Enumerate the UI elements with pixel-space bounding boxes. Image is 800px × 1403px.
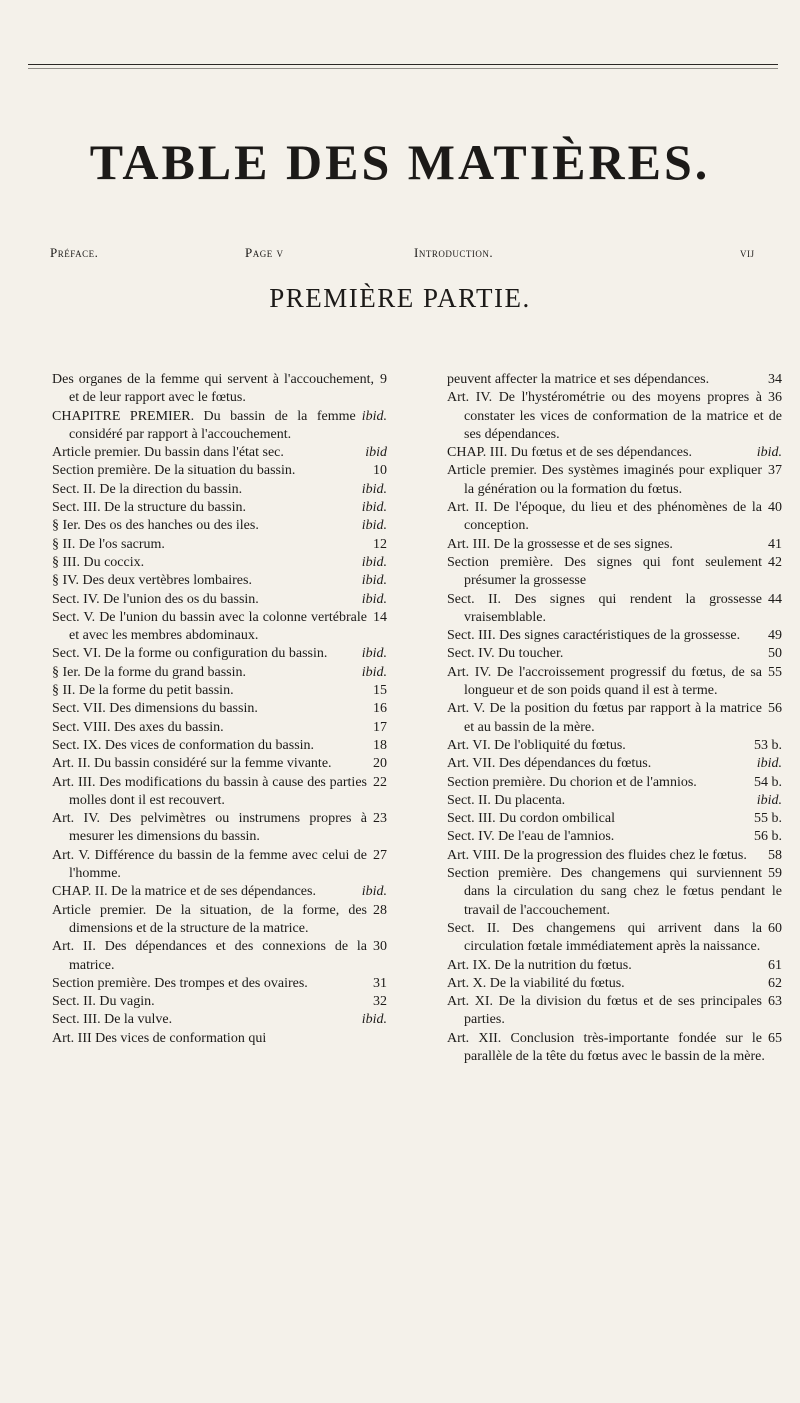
toc-entry-text: § II. De l'os sacrum. (52, 536, 165, 552)
toc-entry[interactable] (52, 1030, 387, 1048)
toc-entry[interactable] (52, 993, 387, 1011)
toc-entry-text: Art. X. De la viabilité du fœtus. (447, 975, 625, 991)
toc-entry-text: Art. XI. De la division du fœtus et de ses principales parties. (447, 994, 762, 1028)
toc-entry-page: 59 (768, 866, 782, 882)
toc-entry[interactable] (447, 645, 782, 663)
toc-entry[interactable] (52, 938, 387, 975)
toc-entry-page: 23 (373, 811, 387, 827)
toc-entry-text: Art. III. Des modifications du bassin à cause des parties molles dont il est recouvert. (52, 774, 367, 808)
toc-entry-text: Section première. De la situation du bassin. (52, 463, 296, 479)
toc-entry-page: 41 (768, 536, 782, 552)
toc-entry[interactable] (52, 609, 387, 646)
toc-entry-text: Art. IV. De l'accroissement progressif du fœtus, de sa longueur et de son poids quand il est à terme. (447, 664, 762, 699)
toc-entry[interactable] (447, 389, 782, 444)
toc-entry-text: Sect. III. De la structure du bassin. (52, 500, 246, 516)
toc-entry-text: Art. V. De la position du fœtus par rapport à la matrice et au bassin de la mère. (447, 701, 762, 735)
toc-entry[interactable] (52, 774, 387, 811)
toc-entry-page: ibid. (361, 664, 387, 680)
toc-entry-page: 12 (373, 536, 387, 552)
toc-entry-text: Art. II. De l'époque, du lieu et des phénomènes de la conception. (447, 500, 762, 534)
preface-label: Préface. (50, 245, 99, 260)
toc-entry[interactable] (52, 737, 387, 755)
toc-entry-text: CHAP. II. De la matrice et de ses dépendances. (52, 884, 316, 900)
toc-entry[interactable] (447, 957, 782, 975)
toc-left-column (52, 371, 387, 1048)
toc-entry-text: Art. IV. De l'hystérométrie ou des moyens propres à constater les vices de conformation de la matrice et de ses dépendances. (447, 390, 782, 442)
toc-entry[interactable] (447, 755, 782, 773)
toc-entry-text: Sect. III. De la vulve. (52, 1012, 173, 1028)
toc-entry[interactable] (447, 1030, 782, 1067)
toc-entry-page: 55 b. (754, 811, 782, 827)
part-title: PREMIÈRE PARTIE. (269, 283, 531, 313)
toc-entry-page: 44 (768, 591, 782, 607)
toc-entry[interactable] (447, 828, 782, 846)
top-rule-thin (28, 68, 778, 69)
toc-entry-text: Art. VI. De l'obliquité du fœtus. (447, 737, 626, 753)
toc-entry-page: 28 (373, 902, 387, 918)
toc-entry-text: Article premier. Des systèmes imaginés pour expliquer la génération ou la formation du fœtus. (447, 463, 762, 497)
toc-entry[interactable] (52, 554, 387, 572)
toc-entry-page: 10 (373, 463, 387, 479)
introduction-label: Introduction. (414, 245, 494, 260)
toc-entry-page: 55 (768, 664, 782, 680)
toc-entry-text: CHAPITRE PREMIER. Du bassin de la femme considéré par rapport à l'accouchement. (52, 408, 356, 442)
toc-entry[interactable] (447, 847, 782, 865)
toc-entry-text: Art. IX. De la nutrition du fœtus. (447, 957, 632, 973)
toc-entry[interactable] (52, 645, 387, 663)
toc-entry-page: 18 (373, 737, 387, 753)
introduction-page: vij (740, 245, 755, 260)
toc-entry[interactable] (52, 517, 387, 535)
toc-entry[interactable] (52, 755, 387, 773)
toc-entry[interactable] (52, 572, 387, 590)
introduction-entry[interactable] (414, 245, 493, 261)
toc-entry-page: 56 (768, 701, 782, 717)
toc-entry-text: Sect. VII. Des dimensions du bassin. (52, 701, 258, 717)
toc-entry[interactable] (52, 810, 387, 847)
toc-entry[interactable] (52, 975, 387, 993)
toc-entry-text: Art. III. De la grossesse et de ses signes. (447, 536, 673, 552)
toc-entry[interactable] (447, 975, 782, 993)
toc-entry[interactable] (447, 499, 782, 536)
toc-entry[interactable] (52, 591, 387, 609)
toc-entry-page: ibid. (361, 1012, 387, 1028)
toc-entry[interactable] (447, 920, 782, 957)
toc-entry-page: ibid. (361, 500, 387, 516)
toc-entry-page: ibid (365, 445, 387, 461)
toc-entry-page: ibid. (756, 792, 782, 808)
toc-entry[interactable] (52, 1011, 387, 1029)
toc-entry-text: peuvent affecter la matrice et ses dépendances. (447, 372, 710, 387)
toc-entry[interactable] (52, 719, 387, 737)
page-title: TABLE DES MATIÈRES. (89, 134, 711, 190)
toc-entry-page: ibid. (361, 408, 387, 424)
toc-entry-page: 27 (373, 847, 387, 863)
toc-entry[interactable] (447, 536, 782, 554)
toc-entry-page: 58 (768, 847, 782, 863)
toc-entry-page: 15 (373, 683, 387, 699)
toc-entry-text: Sect. IX. Des vices de conformation du bassin. (52, 737, 315, 753)
toc-entry-text: § IV. Des deux vertèbres lombaires. (52, 573, 252, 589)
toc-entry-page: ibid. (361, 554, 387, 570)
toc-entry-text: Art. IV. Des pelvimètres ou instrumens propres à mesurer les dimensions du bassin. (52, 811, 367, 845)
toc-entry[interactable] (52, 664, 387, 682)
toc-entry-text: Art. VIII. De la progression des fluides chez le fœtus. (447, 847, 747, 863)
toc-entry-text: Sect. IV. De l'union des os du bassin. (52, 591, 259, 607)
toc-entry[interactable] (52, 499, 387, 517)
toc-entry[interactable] (447, 700, 782, 737)
toc-entry-page: 40 (768, 500, 782, 516)
toc-entry-page: 50 (768, 646, 782, 662)
toc-entry[interactable] (52, 371, 387, 408)
toc-entry[interactable] (447, 591, 782, 628)
toc-entry-page: ibid. (361, 591, 387, 607)
toc-entry[interactable] (52, 481, 387, 499)
toc-entry[interactable] (447, 664, 782, 701)
toc-entry-text: Sect. III. Des signes caractéristiques de la grossesse. (447, 628, 741, 644)
toc-entry-page: 17 (373, 719, 387, 735)
toc-entry-text: Section première. Des changemens qui surviennent dans la circulation du sang chez le fœtus pendant le travail de l'accouchement. (447, 866, 782, 918)
toc-entry-text: Sect. II. Des changemens qui arrivent dans la circulation fœtale immédiatement après la naissance. (447, 920, 762, 955)
toc-entry-text: Sect. VI. De la forme ou configuration du bassin. (52, 646, 328, 662)
toc-entry[interactable] (447, 627, 782, 645)
toc-entry-text: Sect. III. Du cordon ombilical (447, 811, 615, 827)
toc-entry-text: Article premier. Du bassin dans l'état sec. (52, 445, 284, 461)
toc-entry-page: 42 (768, 554, 782, 570)
toc-entry-page: 36 (768, 390, 782, 406)
toc-entry-page: ibid. (756, 445, 782, 461)
toc-entry-page: 30 (373, 939, 387, 955)
toc-entry[interactable] (447, 554, 782, 591)
toc-entry[interactable] (52, 682, 387, 700)
toc-entry[interactable] (447, 737, 782, 755)
toc-entry-page: 34 (768, 372, 782, 387)
toc-entry-page: ibid. (361, 518, 387, 534)
toc-entry-page: 16 (373, 701, 387, 717)
toc-entry-text: Sect. II. Des signes qui rendent la grossesse vraisemblable. (447, 591, 762, 625)
toc-entry[interactable] (52, 883, 387, 901)
toc-entry-text: Sect. II. Du vagin. (52, 994, 155, 1010)
toc-entry-text: § Ier. De la forme du grand bassin. (52, 664, 246, 680)
toc-entry[interactable] (447, 810, 782, 828)
toc-entry[interactable] (52, 444, 387, 462)
toc-entry-text: Section première. Des trompes et des ovaires. (52, 975, 308, 991)
toc-entry-page: 14 (373, 609, 387, 625)
toc-entry[interactable] (52, 408, 387, 445)
preface-entry[interactable] (50, 245, 98, 261)
toc-entry-page: 65 (768, 1030, 782, 1046)
toc-entry-page: 20 (373, 756, 387, 772)
toc-entry-page: 49 (768, 628, 782, 644)
toc-entry-text: Section première. Des signes qui font seulement présumer la grossesse (447, 554, 762, 589)
toc-entry-text: Section première. Du chorion et de l'amnios. (447, 774, 697, 790)
toc-entry-page: 62 (768, 975, 782, 991)
toc-entry[interactable] (447, 371, 782, 389)
toc-entry[interactable] (447, 444, 782, 462)
toc-entry-page: 32 (373, 994, 387, 1010)
toc-entry-text: § II. De la forme du petit bassin. (52, 683, 234, 699)
toc-entry[interactable] (52, 847, 387, 884)
toc-entry-text: Article premier. De la situation, de la forme, des dimensions et de la structure de la matrice. (52, 902, 367, 936)
toc-entry[interactable] (447, 865, 782, 920)
toc-entry-text: Des organes de la femme qui servent à l'accouchement, et de leur rapport avec le fœtus. (52, 372, 374, 406)
toc-entry-page: 9 (380, 372, 387, 387)
toc-entry-page: 56 b. (754, 829, 782, 845)
toc-entry-text: CHAP. III. Du fœtus et de ses dépendances. (447, 445, 692, 461)
toc-entry[interactable] (447, 792, 782, 810)
toc-entry[interactable] (52, 700, 387, 718)
toc-entry-text: Sect. V. De l'union du bassin avec la colonne vertébrale et avec les membres abdominaux. (52, 609, 367, 644)
toc-entry-page: 37 (768, 463, 782, 479)
toc-entry-page: ibid. (361, 481, 387, 497)
toc-entry-text: § III. Du coccix. (52, 554, 145, 570)
toc-entry-page: 22 (373, 774, 387, 790)
toc-entry-text: Art. V. Différence du bassin de la femme avec celui de l'homme. (52, 847, 367, 882)
toc-entry-text: Sect. II. De la direction du bassin. (52, 481, 243, 497)
toc-entry-text: Art. II. Des dépendances et des connexions de la matrice. (52, 939, 367, 973)
toc-entry-page: 31 (373, 975, 387, 991)
toc-entry-text: Art. XII. Conclusion très-importante fondée sur le parallèle de la tête du fœtus avec le bassin de la mère. (447, 1030, 765, 1064)
toc-entry-page: 53 b. (754, 737, 782, 753)
toc-right-column (447, 371, 782, 1066)
toc-entry-page: 60 (768, 920, 782, 936)
toc-entry-text: Sect. IV. Du toucher. (447, 646, 564, 662)
toc-entry-text: Art. VII. Des dépendances du fœtus. (447, 756, 652, 772)
toc-entry-page: 63 (768, 994, 782, 1010)
toc-entry-page: 54 b. (754, 774, 782, 790)
toc-entry-text: Sect. II. Du placenta. (447, 792, 566, 808)
toc-entry-text: Art. III Des vices de conformation qui (52, 1030, 267, 1046)
toc-entry[interactable] (447, 993, 782, 1030)
toc-entry[interactable] (447, 774, 782, 792)
toc-entry-page: ibid. (361, 646, 387, 662)
toc-entry-text: § Ier. Des os des hanches ou des iles. (52, 518, 259, 534)
toc-entry[interactable] (52, 462, 387, 480)
preface-page: Page v (245, 245, 284, 260)
toc-entry-page: 61 (768, 957, 782, 973)
toc-entry-text: Sect. VIII. Des axes du bassin. (52, 719, 224, 735)
toc-entry-page: ibid. (361, 884, 387, 900)
toc-entry-text: Sect. IV. De l'eau de l'amnios. (447, 829, 615, 845)
top-rule (28, 64, 778, 65)
toc-entry-page: ibid. (361, 573, 387, 589)
toc-entry[interactable] (52, 902, 387, 939)
toc-entry-text: Art. II. Du bassin considéré sur la femme vivante. (52, 756, 332, 772)
toc-entry-page: ibid. (756, 756, 782, 772)
toc-entry[interactable] (52, 536, 387, 554)
toc-entry[interactable] (447, 462, 782, 499)
